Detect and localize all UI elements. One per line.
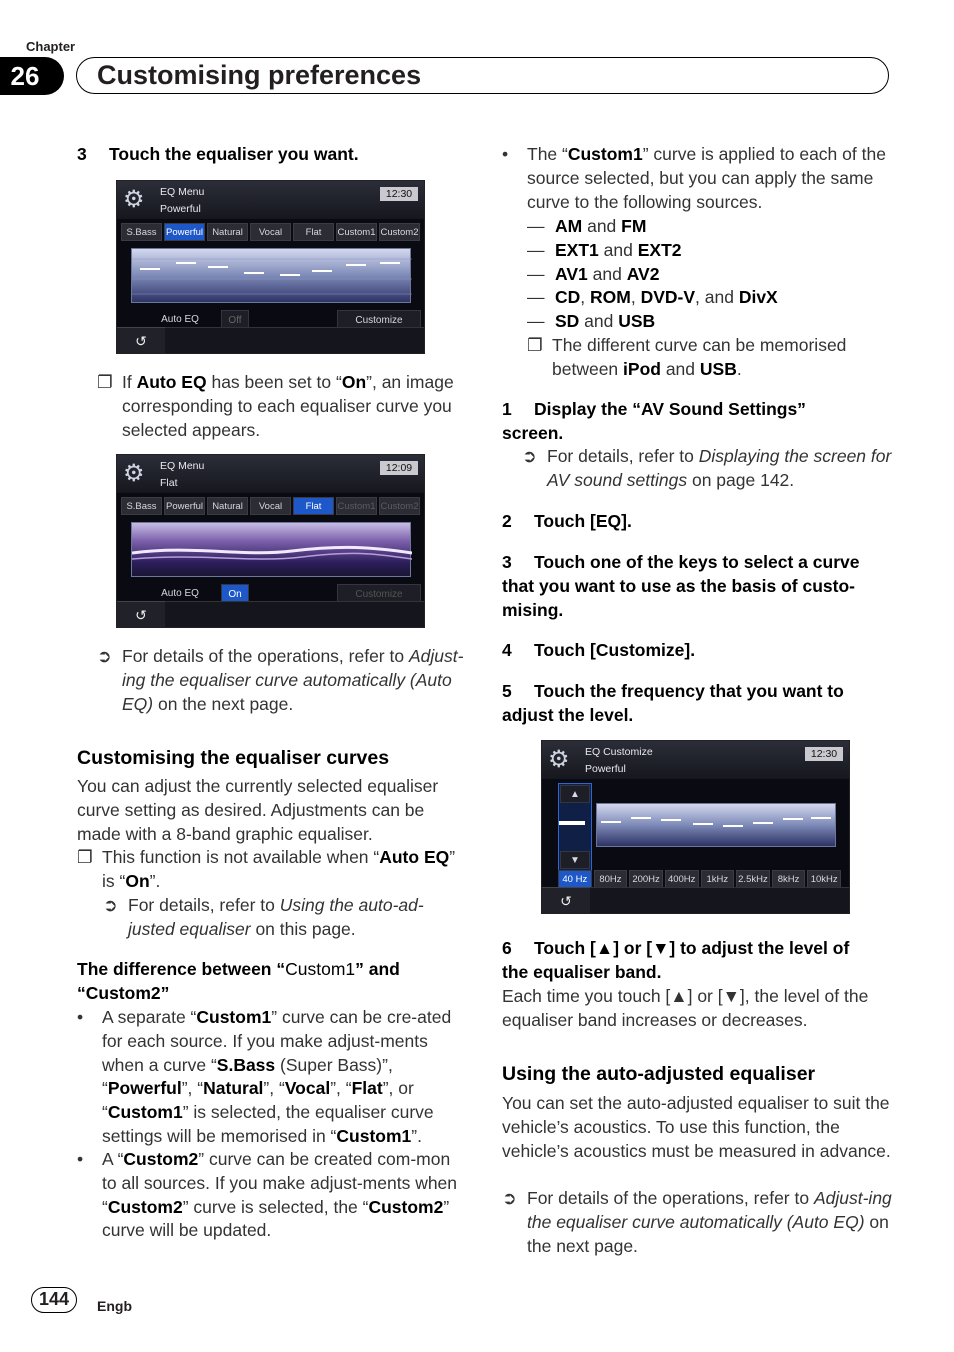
eq-menu-screen-flat: [116, 454, 425, 628]
left-step-3: 3 Touch the equaliser you want.: [77, 144, 359, 164]
freq-2-5khz[interactable]: 2.5kHz: [736, 870, 770, 888]
screen-title: EQ Customize: [585, 746, 653, 758]
tab-custom1[interactable]: Custom1: [336, 223, 377, 241]
freq-1khz[interactable]: 1kHz: [701, 870, 735, 888]
tab-custom2[interactable]: Custom2: [379, 497, 420, 515]
bullet-custom1: • A separate “Custom1” curve can be cre-ated for each source. If you make adjust-ments when a curve “S.Bass (Super Bass)”, “Powerful”, “Natural”, “Vocal”, “Flat”, or “Custom1” is selected, the equaliser curve settings will be memorised in “Custom1”.: [77, 1007, 452, 1146]
auto-eq-label: Auto EQ: [161, 588, 199, 599]
chapter-number: 26: [0, 57, 64, 95]
customize-button[interactable]: Customize: [337, 584, 421, 604]
gear-icon: ⚙: [123, 186, 145, 213]
list-item: — AM and FM: [527, 216, 647, 236]
frequency-tabs: [558, 870, 841, 888]
tab-flat[interactable]: Flat: [293, 497, 334, 515]
step6-description: Each time you touch [▲] or [▼], the level of the equaliser band increases or decreases.: [502, 986, 869, 1030]
right-step-2: 2 Touch [EQ].: [502, 511, 632, 531]
auto-eq-label: Auto EQ: [161, 314, 199, 325]
tab-flat[interactable]: Flat: [293, 223, 334, 241]
tab-vocal[interactable]: Vocal: [250, 497, 291, 515]
list-item: — AV1 and AV2: [527, 263, 660, 284]
screen-subtitle: Powerful: [585, 763, 626, 775]
section-heading-customising: Customising the equaliser curves: [77, 747, 390, 769]
screen-subtitle: Powerful: [160, 203, 201, 215]
back-icon[interactable]: ↺: [117, 327, 165, 353]
language-code: Engb: [97, 1298, 132, 1314]
auto-eq-toggle[interactable]: Off: [221, 310, 249, 330]
screen-title: EQ Menu: [160, 186, 205, 198]
ref-auto-adjusted: ➲ For details, refer to Using the auto-ad-justed equaliser on this page.: [103, 895, 424, 939]
tab-powerful[interactable]: Powerful: [164, 497, 205, 515]
clock: 12:30: [805, 747, 843, 761]
freq-40hz[interactable]: 40 Hz: [558, 870, 592, 888]
back-icon[interactable]: ↺: [542, 887, 590, 913]
tab-s-bass[interactable]: S.Bass: [121, 223, 162, 241]
tab-s-bass[interactable]: S.Bass: [121, 497, 162, 515]
auto-eq-toggle[interactable]: On: [221, 584, 249, 604]
eq-curve-graph: [131, 248, 411, 303]
back-icon[interactable]: ↺: [117, 601, 165, 627]
ref-av-sound: ➲ For details, refer to Displaying the screen for AV sound settings on page 142.: [522, 446, 892, 490]
list-item: — SD and USB: [527, 311, 656, 332]
section-intro: You can adjust the currently selected equaliser curve setting as desired. Adjustments can be made with a 8-band graphic equaliser.: [77, 776, 439, 844]
ref-auto-eq: ➲ For details of the operations, refer to Adjust-ing the equaliser curve automatically (Auto EQ) on the next page.: [97, 646, 464, 714]
eq-bands-graph: [596, 803, 836, 847]
page-number: 144: [31, 1287, 77, 1313]
auto-eq-image: [131, 522, 411, 577]
clock: 12:09: [380, 461, 418, 475]
list-item: — CD, ROM, DVD-V, and DivX: [527, 287, 778, 308]
clock: 12:30: [380, 187, 418, 201]
tab-natural[interactable]: Natural: [207, 223, 248, 241]
difference-heading: The difference between “Custom1” and “Custom2”: [77, 959, 400, 1003]
right-step-4: 4 Touch [Customize].: [502, 640, 696, 660]
bullet-custom1-sources: • The “Custom1” curve is applied to each of the source selected, but you can apply the same curve to the following sources.: [502, 144, 886, 212]
section-heading-auto-adjusted: Using the auto-adjusted equaliser: [502, 1063, 816, 1085]
right-step-3: 3 Touch one of the keys to select a curve that you want to use as the basis of custo- mising.: [502, 552, 860, 620]
band-level-marker: [559, 821, 585, 825]
bullet-custom2: • A “Custom2” curve can be created com-mon to all sources. If you make adjust-ments when “Custom2” curve is selected, the “Custom2” curve will be updated.: [77, 1149, 458, 1241]
screen-subtitle: Flat: [160, 477, 178, 489]
freq-400hz[interactable]: 400Hz: [665, 870, 699, 888]
chapter-title: Customising preferences: [76, 57, 889, 94]
auto-eq-wave-svg: [132, 523, 412, 578]
tab-natural[interactable]: Natural: [207, 497, 248, 515]
freq-80hz[interactable]: 80Hz: [594, 870, 628, 888]
auto-adjusted-body: You can set the auto-adjusted equaliser to suit the vehicle’s acoustics. To use this function, the vehicle’s acoustics must be measured in advance.: [502, 1093, 891, 1161]
right-step-1: 1 Display the “AV Sound Settings” screen.: [502, 399, 806, 443]
right-step-6: 6 Touch [▲] or [▼] to adjust the level of the equaliser band.: [502, 938, 850, 982]
tab-powerful[interactable]: Powerful: [164, 223, 205, 241]
source-list: [527, 215, 892, 382]
level-up-button[interactable]: ▲: [560, 785, 590, 803]
note-auto-eq: ❐ If Auto EQ has been set to “On”, an image corresponding to each equaliser curve you selected appears.: [97, 372, 454, 440]
right-step-5: 5 Touch the frequency that you want to adjust the level.: [502, 681, 844, 725]
eq-curve-svg: [132, 249, 412, 304]
eq-customize-screen: [541, 740, 850, 914]
tab-vocal[interactable]: Vocal: [250, 223, 291, 241]
customize-button[interactable]: Customize: [337, 310, 421, 330]
freq-200hz[interactable]: 200Hz: [629, 870, 663, 888]
gear-icon: ⚙: [123, 460, 145, 487]
level-down-button[interactable]: ▼: [560, 851, 590, 869]
note-ipod-usb: ❐ The different curve can be memorised between iPod and USB.: [527, 334, 847, 379]
chapter-label: Chapter: [26, 39, 76, 54]
list-item: — EXT1 and EXT2: [527, 239, 682, 260]
screen-title: EQ Menu: [160, 460, 205, 472]
tab-custom1[interactable]: Custom1: [336, 497, 377, 515]
gear-icon: ⚙: [548, 746, 570, 773]
note-not-available: ❐ This function is not available when “Auto EQ” is “On”.: [77, 847, 456, 891]
freq-8khz[interactable]: 8kHz: [772, 870, 806, 888]
ref-auto-eq-right: ➲ For details of the operations, refer to Adjust-ing the equaliser curve automatically (Auto EQ) on the next page.: [502, 1188, 892, 1256]
eq-menu-screen-powerful: [116, 180, 425, 354]
eq-bands-svg: [597, 804, 837, 848]
freq-10khz[interactable]: 10kHz: [807, 870, 841, 888]
tab-custom2[interactable]: Custom2: [379, 223, 420, 241]
